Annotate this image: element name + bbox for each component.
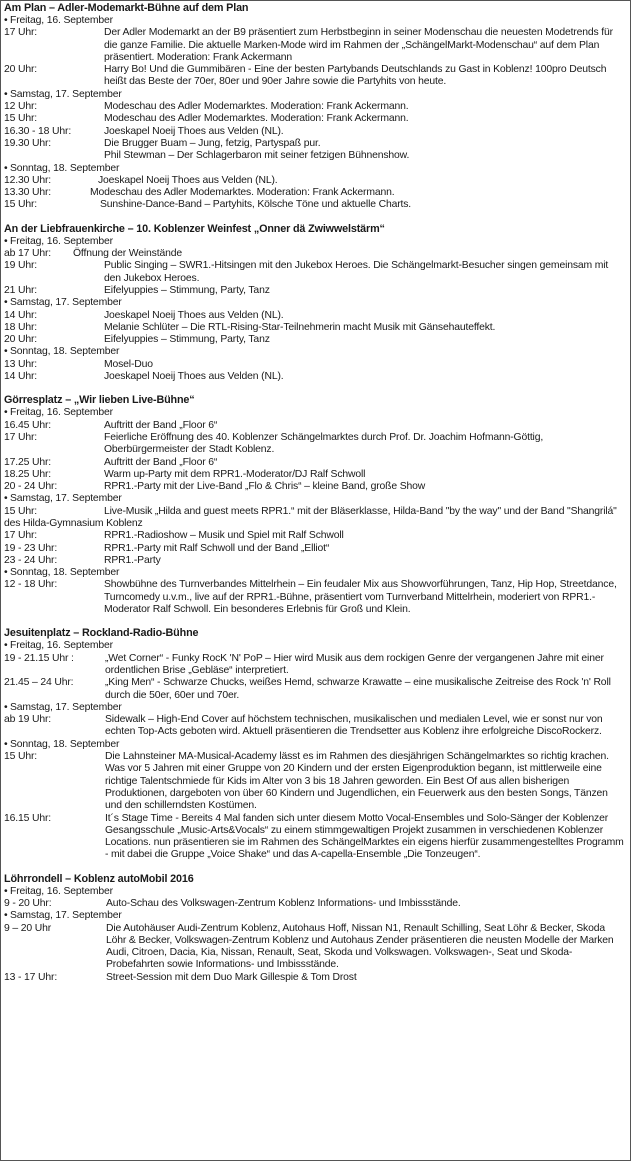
event-row (4, 653, 630, 678)
event-description: Öffnung der Weinstände (73, 248, 182, 260)
event-description: Modeschau des Adler Modemarktes. Moderation: Frank Ackermann. (104, 101, 409, 113)
day-label: Samstag, 17. September (10, 701, 122, 713)
bullet-icon: • (4, 407, 8, 419)
bullet-icon: • (4, 235, 8, 247)
day-label: Freitag, 16. September (10, 235, 113, 247)
event-description: Showbühne des Turnverbandes Mittelrhein – Ein feudaler Mix aus Showvorführungen, Tanz, Hip Hop, Streetdance, Turncomedy u.v.m., live auf der RPR1.-Bühne, präsentiert vom Turnverband Mittelrhein, moderiert von RPR1.- Moderator Ralf Schwoll. Ein besonderes Erlebnis für Groß und Klein. (104, 579, 617, 616)
event-row (4, 751, 630, 812)
event-row (4, 506, 630, 531)
day-label: Samstag, 17. September (10, 493, 122, 505)
event-row (4, 714, 630, 739)
bullet-icon: • (4, 567, 8, 579)
event-row (4, 469, 630, 481)
bullet-icon: • (4, 701, 8, 713)
event-description: Auftritt der Band „Floor 6“ (104, 456, 218, 468)
event-description: Joeskapel Noeij Thoes aus Velden (NL). (104, 309, 284, 321)
event-time: 12 Uhr: (4, 101, 38, 113)
event-description: Auto-Schau des Volkswagen-Zentrum Koblenz Informations- und Imbissstände. (106, 898, 461, 909)
day-heading (4, 15, 630, 27)
event-description: RPR1.-Party mit der Live-Band „Flo & Chris“ – kleine Band, große Show (104, 481, 426, 493)
event-time: 14 Uhr: (4, 309, 38, 321)
event-description: Joeskapel Noeij Thoes aus Velden (NL). (104, 125, 284, 137)
event-row (4, 813, 630, 862)
event-row (4, 138, 630, 150)
day-label: Samstag, 17. September (10, 88, 122, 100)
event-time: 9 – 20 Uhr (4, 922, 52, 934)
event-description: Public Singing – SWR1.-Hitsingen mit den Jukebox Heroes. Die Schängelmarkt-Besucher singen gemeinsam mit den Jukebox Heroes. (104, 260, 609, 284)
day-heading (4, 640, 630, 652)
event-row (4, 898, 630, 910)
bullet-icon: • (4, 15, 8, 26)
event-time: ab 19 Uhr: (4, 714, 52, 726)
bullet-icon: • (4, 88, 8, 100)
event-description: Eifelyuppies – Stimmung, Party, Tanz (104, 284, 270, 296)
event-time: 15 Uhr: (4, 113, 38, 125)
event-description: It´s Stage Time - Bereits 4 Mal fanden sich unter diesem Motto Vocal-Ensembles und Solo-Sänger der Koblenzer Gesangsschule „Music-Arts&Vocals“ zu einem stimmgewaltigen Projekt zusammen in verschiedenen Koblenzer Locations. nun präsentieren sie im Rahmen des SchängelMarktes ein eigens hierfür zusammengestelltes Programm - mit dabei die Gruppe „Voice Shake“ und das A-capella-Ensemble „Die Tonzeugen“. (105, 812, 624, 861)
day-heading (4, 567, 630, 579)
event-row (4, 432, 630, 457)
event-row (4, 923, 630, 972)
event-time: 19 - 23 Uhr: (4, 542, 58, 554)
event-description: Warm up-Party mit dem RPR1.-Moderator/DJ Ralf Schwoll (104, 468, 366, 480)
event-row (4, 64, 630, 89)
event-time: 13.30 Uhr: (4, 187, 52, 199)
event-time: 17.25 Uhr: (4, 456, 52, 468)
event-description: Die Autohäuser Audi-Zentrum Koblenz, Autohaus Hoff, Nissan N1, Renault Schilling, Seat Löhr & Becker, Skoda Löhr & Becker, Volkswagen-Zentrum Koblenz und Autohaus Zender präsentieren die neusten Modelle der Marken Audi, Citroen, Dacia, Kia, Nissan, Renault, Seat, Skoda und Volkswagen. Volkswagen-, Seat und Skoda-Probefahrten sowie Informations- und Imbissstände. (106, 922, 614, 971)
day-label: Freitag, 16. September (10, 15, 113, 26)
event-row (4, 371, 630, 383)
bullet-icon: • (4, 910, 8, 922)
day-heading (4, 910, 630, 922)
event-time: 14 Uhr: (4, 371, 38, 383)
section-title: An der Liebfrauenkirche – 10. Koblenzer Weinfest „Onner dä Zwiwwelstärm“ (4, 222, 385, 235)
event-time: 17 Uhr: (4, 431, 38, 443)
day-heading (4, 236, 630, 248)
event-description: Sidewalk – High-End Cover auf höchstem technischen, musikalischen und medialen Level, wie er sonst nur von echten Top-Acts geboten wird. Aktuell präsentieren die Trendsetter aus Koblenz ihre erfolgreiche DiscoRockerz. (105, 714, 603, 738)
program-section (4, 627, 630, 861)
event-description: Live-Musik „Hilda and guest meets RPR1.“ mit der Bläserklasse, Hilda-Band "by the way" und der Band "Shangrilá" des Hilda-Gymnasium Koblenz (4, 505, 617, 529)
event-row (4, 457, 630, 469)
event-description: Joeskapel Noeij Thoes aus Velden (NL). (98, 174, 278, 186)
event-row (4, 199, 630, 211)
section-title: Jesuitenplatz – Rockland-Radio-Bühne (4, 627, 199, 640)
day-heading (4, 702, 630, 714)
event-description: Feierliche Eröffnung des 40. Koblenzer Schängelmarktes durch Prof. Dr. Joachim Hofmann-Göttig, Oberbürgermeister der Stadt Koblenz. (104, 431, 544, 456)
event-description: „Wet Corner“ - Funky RocK 'N' PoP – Hier wird Musik aus dem rockigen Genre der vergangenen Jahre mit einer ordentlichen Brise „Gebläse“ interpretiert. (105, 652, 604, 676)
event-time: 16.30 - 18 Uhr: (4, 125, 72, 137)
bullet-icon: • (4, 162, 8, 174)
event-description: Auftritt der Band „Floor 6“ (104, 419, 218, 431)
event-time: 18.25 Uhr: (4, 468, 52, 480)
day-label: Sonntag, 18. September (10, 567, 120, 579)
day-heading (4, 739, 630, 751)
day-label: Freitag, 16. September (10, 885, 113, 897)
event-time: 21.45 – 24 Uhr: (4, 677, 74, 689)
event-row (4, 310, 630, 322)
day-label: Samstag, 17. September (10, 910, 122, 922)
event-row (4, 972, 630, 984)
event-description: Melanie Schlüter – Die RTL-Rising-Star-Teilnehmerin macht Musik mit Gänsehauteffekt. (104, 321, 496, 333)
day-label: Samstag, 17. September (10, 297, 122, 309)
event-description: Phil Stewman – Der Schlagerbaron mit seiner fetzigen Bühnenshow. (104, 150, 410, 162)
day-label: Sonntag, 18. September (10, 162, 120, 174)
day-heading (4, 89, 630, 101)
day-heading (4, 886, 630, 898)
bullet-icon: • (4, 346, 8, 358)
bullet-icon: • (4, 493, 8, 505)
event-time: 21 Uhr: (4, 284, 38, 296)
day-heading (4, 346, 630, 358)
event-row (4, 555, 630, 567)
event-row (4, 150, 630, 162)
event-description: Die Brugger Buam – Jung, fetzig, Partyspaß pur. (104, 137, 321, 149)
event-time: 15 Uhr: (4, 199, 38, 211)
event-row (4, 334, 630, 346)
event-row (4, 579, 630, 616)
day-heading (4, 493, 630, 505)
event-time: 12.30 Uhr: (4, 174, 52, 186)
section-title: Görresplatz – „Wir lieben Live-Bühne“ (4, 394, 195, 407)
event-row (4, 420, 630, 432)
event-description: „King Men“ - Schwarze Chucks, weißes Hemd, schwarze Krawatte – eine musikalische Zeitreise des Rock 'n' Roll durch die 50er, 60er und 70er. (105, 677, 611, 701)
program-section (4, 2, 630, 212)
day-label: Sonntag, 18. September (10, 738, 120, 750)
event-description: Der Adler Modemarkt an der B9 präsentiert zum Herbstbeginn in seiner Modenschau die neuesten Modetrends für die ganze Familie. Die aktuelle Marken-Mode wird im Rahmen der „SchängelMarkt-Modenschau“ auf dem Plan präsentiert. Moderation: Frank Ackermann (104, 27, 613, 63)
event-row (4, 126, 630, 138)
event-description: Mosel-Duo (104, 358, 153, 370)
bullet-icon: • (4, 297, 8, 309)
event-time: 19.30 Uhr: (4, 137, 52, 149)
event-time: 15 Uhr: (4, 751, 38, 763)
event-time: 13 Uhr: (4, 358, 38, 370)
event-row (4, 175, 630, 187)
event-time: 20 - 24 Uhr: (4, 481, 58, 493)
event-time: 12 - 18 Uhr: (4, 579, 58, 591)
event-row (4, 677, 630, 702)
event-time: 16.15 Uhr: (4, 812, 52, 824)
event-time: 13 - 17 Uhr: (4, 971, 58, 983)
event-time: 17 Uhr: (4, 530, 38, 542)
bullet-icon: • (4, 885, 8, 897)
event-time: 17 Uhr: (4, 27, 38, 39)
section-title: Löhrrondell – Koblenz autoMobil 2016 (4, 872, 194, 885)
program-section (4, 394, 630, 616)
event-time: 15 Uhr: (4, 505, 38, 517)
event-time: 20 Uhr: (4, 64, 38, 76)
event-description: RPR1.-Party (104, 554, 161, 566)
event-row (4, 113, 630, 125)
day-heading (4, 163, 630, 175)
event-description: RPR1.-Radioshow – Musik und Spiel mit Ralf Schwoll (104, 530, 344, 542)
event-time: 9 - 20 Uhr: (4, 898, 52, 909)
event-description: Modeschau des Adler Modemarktes. Moderation: Frank Ackermann. (104, 113, 409, 125)
event-row (4, 359, 630, 371)
event-row (4, 187, 630, 199)
event-description: RPR1.-Party mit Ralf Schwoll und der Band „Elliot“ (104, 542, 330, 554)
event-row (4, 543, 630, 555)
event-time: 19 Uhr: (4, 260, 38, 272)
event-row (4, 285, 630, 297)
event-description: Modeschau des Adler Modemarktes. Moderation: Frank Ackermann. (90, 187, 395, 199)
event-time: 23 - 24 Uhr: (4, 554, 58, 566)
event-description: Street-Session mit dem Duo Mark Gillespie & Tom Drost (106, 971, 357, 983)
event-time: 18 Uhr: (4, 321, 38, 333)
event-description: Die Lahnsteiner MA-Musical-Academy lässt es im Rahmen des diesjährigen Schängelmarktes so richtig krachen. Was vor 5 Jahren mit einer Gruppe von 20 Kindern und der ersten Eigenproduktion begann, ist mittlerweile eine richtige Talentschmiede für Kids im Alter von 3 bis 18 Jahren geworden. Ein Best Of aus allen bisherigen Produktionen, dargeboten von über 60 Kindern und Jugendlichen, ein Feuerwerk aus den besten Songs, Tänzen und den schillerndsten Kostümen. (105, 751, 609, 812)
event-description: Joeskapel Noeij Thoes aus Velden (NL). (104, 371, 284, 383)
event-row (4, 101, 630, 113)
bullet-icon: • (4, 738, 8, 750)
event-row (4, 530, 630, 542)
event-row (4, 481, 630, 493)
event-time: 20 Uhr: (4, 334, 38, 346)
event-description: Harry Bo! Und die Gummibären - Eine der besten Partybands Deutschlands zu Gast in Koblenz! 100pro Deutsch heißt das Beste der 70er, 80er und 90er Jahre sowie die Partyhits von heute. (104, 64, 607, 88)
event-description: Sunshine-Dance-Band – Partyhits, Kölsche Töne und aktuelle Charts. (100, 199, 412, 211)
bullet-icon: • (4, 640, 8, 652)
day-label: Freitag, 16. September (10, 407, 113, 419)
day-heading (4, 297, 630, 309)
event-description: Eifelyuppies – Stimmung, Party, Tanz (104, 334, 270, 346)
event-row (4, 260, 630, 285)
event-time: 19 - 21.15 Uhr : (4, 652, 74, 664)
event-row (4, 322, 630, 334)
day-label: Sonntag, 18. September (10, 346, 120, 358)
program-section (4, 873, 630, 984)
event-time: 16.45 Uhr: (4, 419, 52, 431)
section-title: Am Plan – Adler-Modemarkt-Bühne auf dem Plan (4, 2, 249, 14)
program-section (4, 223, 630, 384)
day-label: Freitag, 16. September (10, 640, 113, 652)
event-row (4, 27, 630, 64)
day-heading (4, 407, 630, 419)
event-row (4, 248, 630, 260)
event-time: ab 17 Uhr: (4, 248, 52, 260)
